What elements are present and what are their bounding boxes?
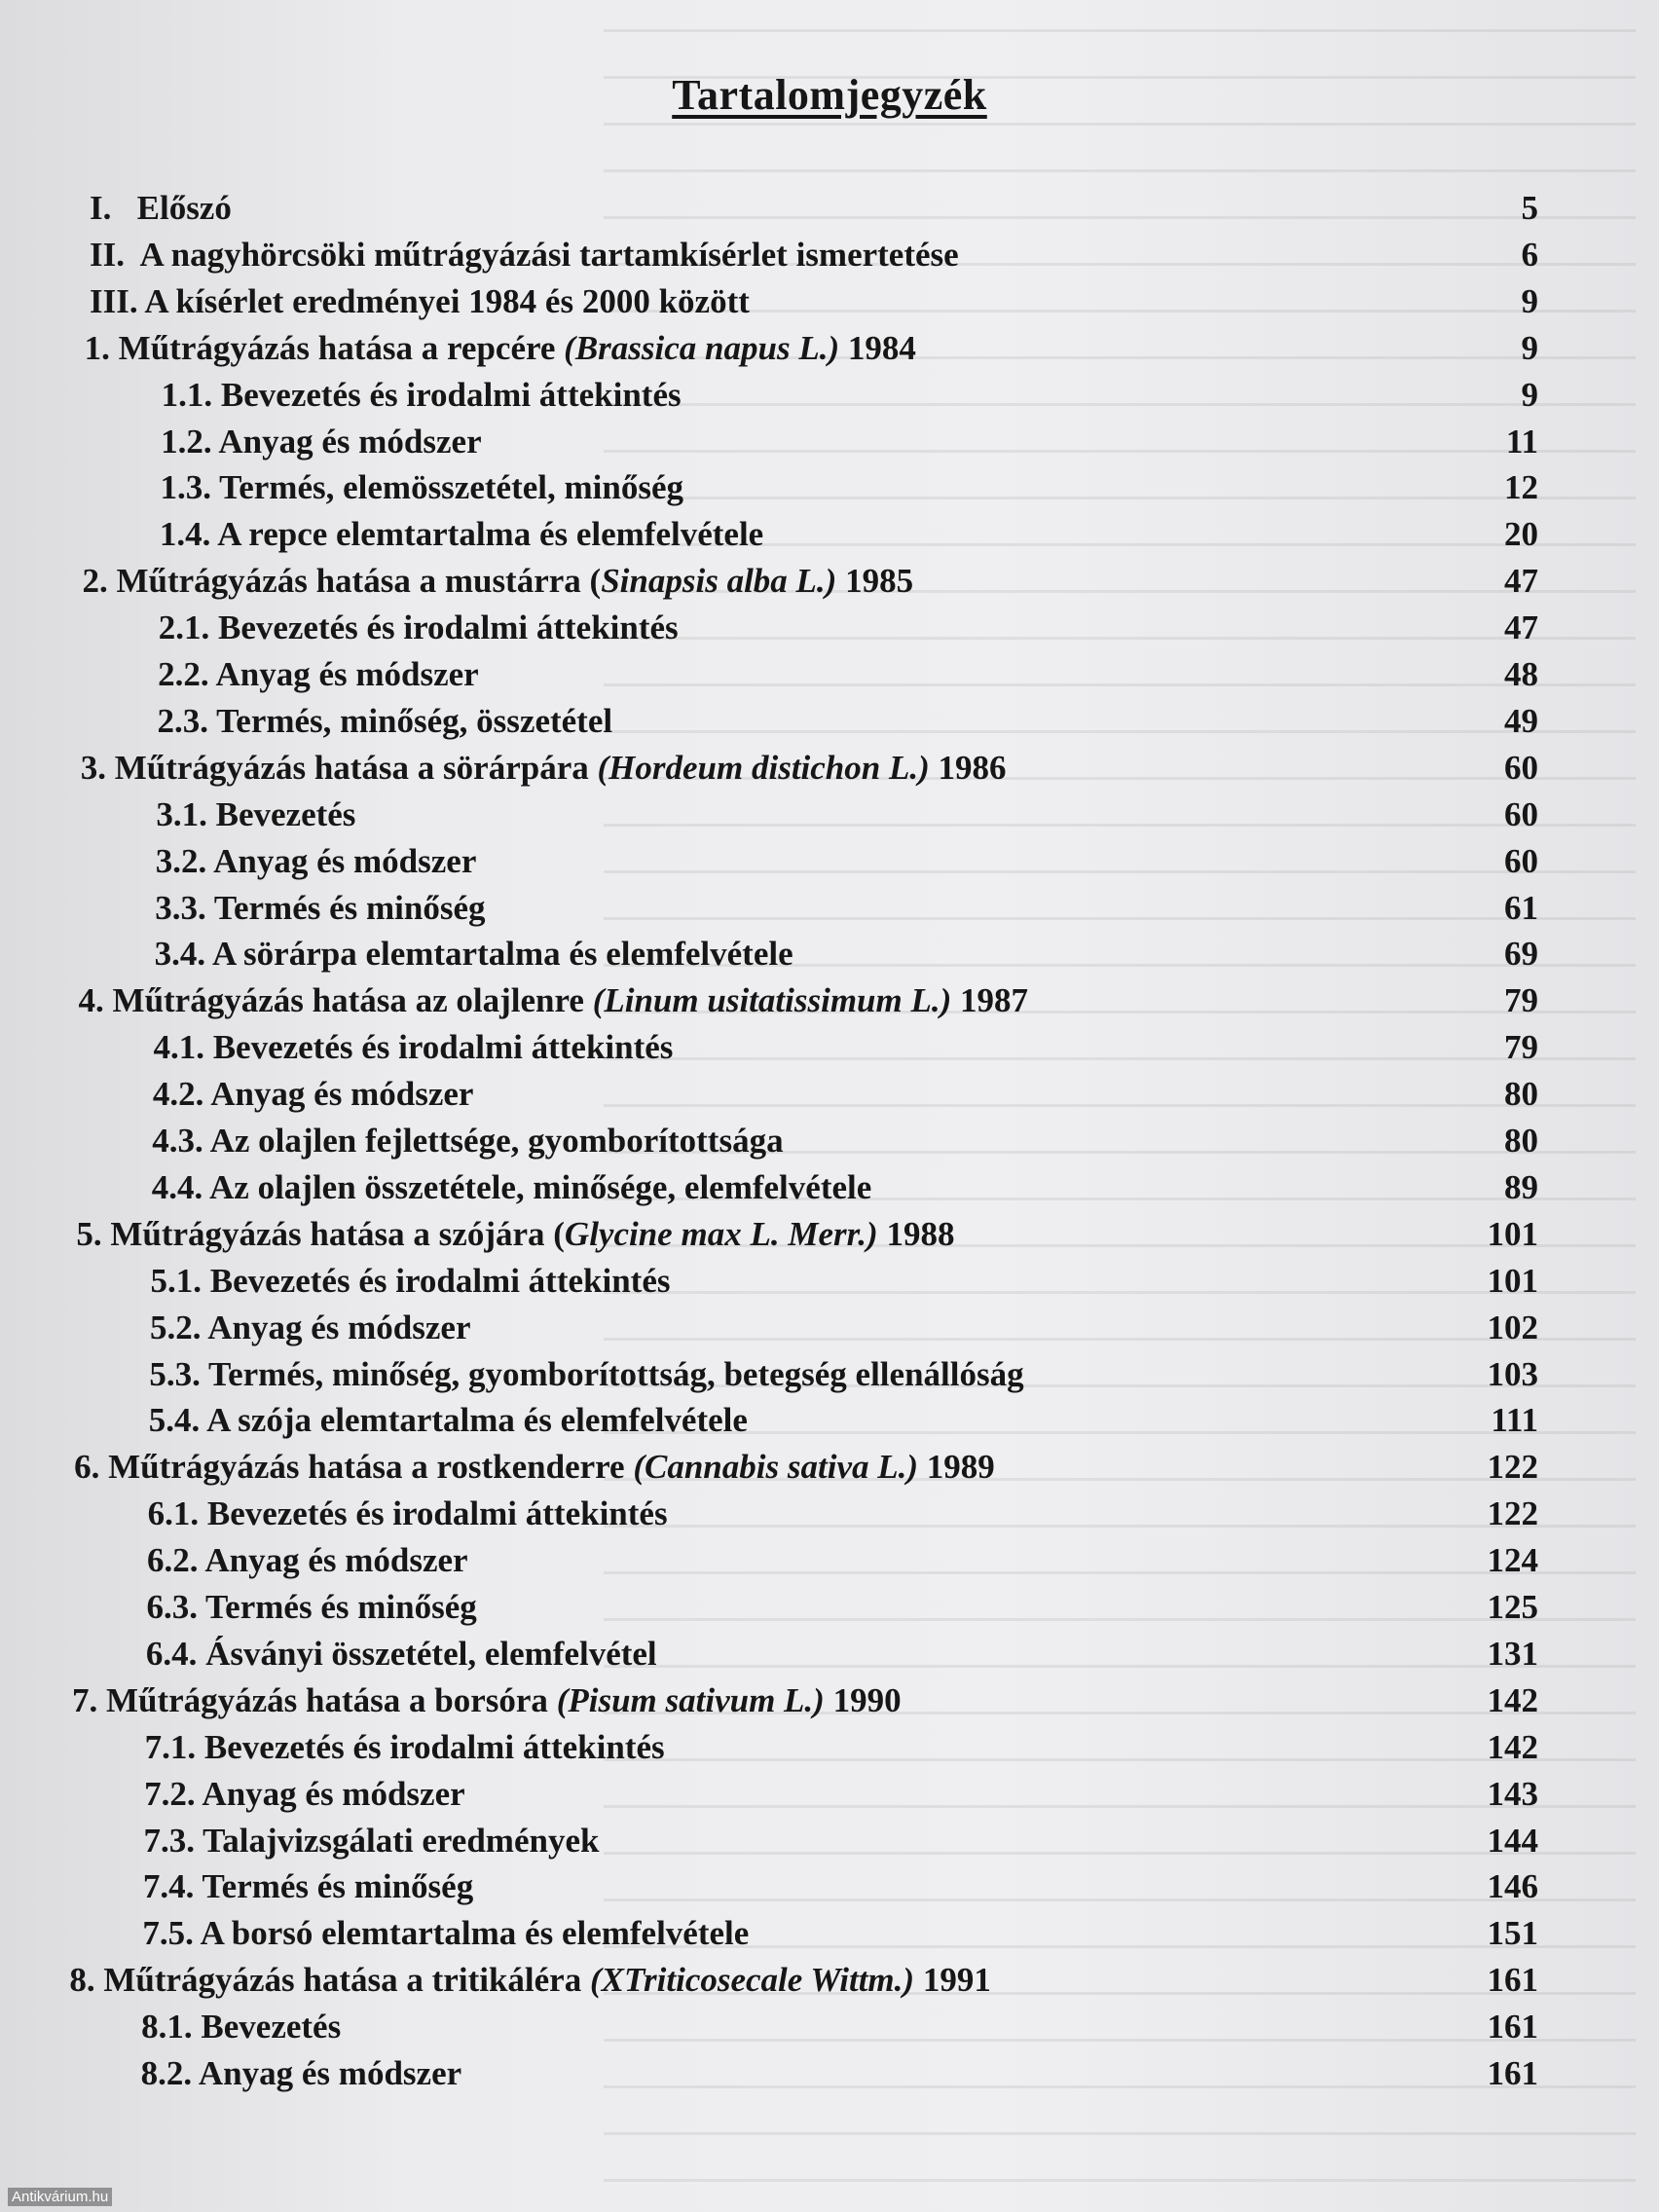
toc-entry-title (146, 1631, 657, 1677)
toc-entry-page: 161 (1487, 1961, 1538, 2000)
toc-entry-page: 89 (1504, 1167, 1538, 1206)
toc-entry-species: Sinapsis alba L.) (601, 562, 837, 601)
toc-entry-page: 122 (1487, 1494, 1538, 1533)
toc-entry-title (141, 2050, 462, 2097)
toc-entry-title (155, 931, 793, 977)
toc-entry-title (81, 745, 1007, 792)
toc-entry-text: 1989 (918, 1448, 995, 1487)
toc-entry-text: 1988 (877, 1214, 955, 1253)
toc-entry-page: 80 (1504, 1122, 1538, 1160)
toc-entry-page: 60 (1504, 841, 1538, 880)
toc-entry-page: 125 (1487, 1588, 1538, 1626)
toc-entry (0, 2050, 1659, 2097)
toc-entry (0, 1258, 1659, 1305)
toc-entry-text: 6.2. Anyag és módszer (147, 1541, 468, 1580)
toc-entry-title (155, 885, 485, 932)
toc-entry (0, 977, 1659, 1024)
toc-entry-text: 8.1. Bevezetés (141, 2008, 342, 2046)
toc-entry (0, 1118, 1659, 1164)
toc-entry-title (90, 185, 232, 232)
toc-entry-page: 111 (1491, 1401, 1538, 1440)
toc-entry-species: (Cannabis sativa L.) (633, 1448, 919, 1487)
toc-entry-species: (Hordeum distichon L.) (597, 748, 930, 787)
toc-entry (0, 1211, 1659, 1258)
toc-entry-page: 9 (1521, 281, 1538, 320)
toc-entry (0, 464, 1659, 511)
toc-entry (0, 1351, 1659, 1398)
toc-entry-title (74, 1444, 995, 1491)
toc-entry-page: 124 (1487, 1541, 1538, 1580)
toc-entry-text: 3.3. Termés és minőség (155, 888, 486, 927)
toc-entry-title (158, 698, 613, 745)
toc-entry-text: 7.5. A borsó elemtartalma és elemfelvétele (142, 1914, 750, 1953)
toc-entry (0, 1910, 1659, 1957)
toc-entry-text: 4.1. Bevezetés és irodalmi áttekintés (153, 1028, 674, 1067)
toc-entry-page: 122 (1487, 1448, 1538, 1487)
toc-entry-title (142, 1910, 749, 1957)
toc-entry-text: 4. Műtrágyázás hatása az olajlenre (78, 981, 593, 1020)
toc-entry-text: 8.2. Anyag és módszer (140, 2054, 462, 2092)
toc-entry-text: 1.2. Anyag és módszer (161, 422, 482, 461)
toc-entry-title (76, 1211, 954, 1258)
toc-entry-page: 47 (1504, 608, 1538, 647)
toc-entry (0, 1491, 1659, 1537)
toc-entry-title (82, 558, 913, 605)
toc-entry-page: 60 (1504, 748, 1538, 787)
toc-entry (0, 278, 1659, 325)
toc-entry-species: (Brassica napus L.) (564, 328, 840, 367)
toc-entry (0, 1584, 1659, 1631)
toc-entry-title (148, 1491, 668, 1537)
toc-entry-text: 1.3. Termés, elemösszetétel, minőség (160, 468, 683, 507)
toc-entry-text: 5. Műtrágyázás hatása a szójára ( (76, 1214, 565, 1253)
toc-entry (0, 745, 1659, 792)
toc-entry-species: (XTriticosecale Wittm.) (589, 1961, 915, 2000)
toc-entry (0, 185, 1659, 232)
toc-entry-text: 5.1. Bevezetés és irodalmi áttekintés (150, 1261, 671, 1300)
toc-entry (0, 372, 1659, 419)
toc-entry (0, 651, 1659, 698)
toc-entry-species: (Linum usitatissimum L.) (592, 981, 952, 1020)
toc-entry (0, 558, 1659, 605)
toc-entry (0, 232, 1659, 278)
toc-entry-text: 6.3. Termés és minőség (146, 1588, 477, 1626)
toc-entry-text: 8. Műtrágyázás hatása a tritikáléra (69, 1961, 590, 2000)
toc-entry-title (160, 464, 683, 511)
toc-entry-text: 7.1. Bevezetés és irodalmi áttekintés (144, 1727, 665, 1766)
toc-entry-title (158, 651, 479, 698)
toc-entry-title (149, 1397, 748, 1444)
toc-entry-species: (Pisum sativum L.) (556, 1680, 825, 1719)
toc-entry (0, 1397, 1659, 1444)
toc-entry (0, 885, 1659, 932)
toc-entry-page: 144 (1487, 1821, 1538, 1860)
toc-entry-page: 142 (1487, 1680, 1538, 1719)
toc-entry-title (150, 1305, 471, 1351)
toc-entry (0, 605, 1659, 651)
toc-entry (0, 1724, 1659, 1771)
toc-entry-page: 79 (1504, 981, 1538, 1020)
toc-entry (0, 2004, 1659, 2050)
toc-entry (0, 931, 1659, 977)
toc-entry-text: 1991 (914, 1961, 991, 2000)
toc-entry (0, 1305, 1659, 1351)
toc-entry-page: 79 (1504, 1028, 1538, 1067)
toc-entry-title (144, 1771, 465, 1818)
toc-entry-page: 102 (1487, 1308, 1538, 1346)
toc-entry-page: 48 (1504, 655, 1538, 693)
toc-entry-title (69, 1957, 991, 2004)
toc-entry (0, 419, 1659, 465)
toc-entry-text: 2.2. Anyag és módszer (158, 655, 479, 693)
toc-entry-page: 12 (1504, 468, 1538, 507)
toc-entry-text: 1990 (824, 1680, 902, 1719)
toc-entry-title (79, 977, 1028, 1024)
toc-entry-page: 103 (1487, 1354, 1538, 1393)
toc-entry-page: 143 (1487, 1774, 1538, 1813)
toc-entry-text: 3.2. Anyag és módszer (155, 841, 477, 880)
toc-entry (0, 1771, 1659, 1818)
toc-entry-text: 2.1. Bevezetés és irodalmi áttekintés (158, 608, 679, 647)
toc-entry-page: 80 (1504, 1075, 1538, 1114)
toc-entry-title (141, 2004, 341, 2050)
toc-entry-text: 2.3. Termés, minőség, összetétel (157, 701, 613, 740)
toc-entry-text: 6.1. Bevezetés és irodalmi áttekintés (147, 1494, 668, 1533)
toc-entry-title (144, 1818, 600, 1864)
toc-entry-title (159, 605, 679, 651)
toc-entry (0, 1071, 1659, 1118)
toc-entry-text: 1985 (836, 562, 914, 601)
toc-entry-page: 60 (1504, 794, 1538, 833)
toc-entry-page: 142 (1487, 1727, 1538, 1766)
toc-entry-page: 161 (1487, 2008, 1538, 2046)
toc-entry-page: 146 (1487, 1867, 1538, 1906)
toc-entry-text: 1.4. A repce elemtartalma és elemfelvétele (159, 515, 764, 554)
toc-entry-text: 1. Műtrágyázás hatása a repcére (84, 328, 565, 367)
toc-entry-title (161, 419, 482, 465)
toc-entry-text: 6.4. Ásványi összetétel, elemfelvétel (145, 1634, 657, 1673)
toc-entry-title (152, 1118, 783, 1164)
toc-entry (0, 1818, 1659, 1864)
toc-entry-page: 161 (1487, 2054, 1538, 2092)
toc-entry (0, 1537, 1659, 1584)
toc-entry-title (153, 1024, 673, 1071)
toc-entry-title (90, 278, 750, 325)
toc-entry-text: 1986 (929, 748, 1007, 787)
toc-entry-title (151, 1258, 671, 1305)
toc-entry-page: 49 (1504, 701, 1538, 740)
toc-entry-text: 7.2. Anyag és módszer (144, 1774, 465, 1813)
toc-entry (0, 1957, 1659, 2004)
toc-entry-text: 3.1. Bevezetés (156, 794, 356, 833)
toc-entry-page: 101 (1487, 1261, 1538, 1300)
toc-entry-title (145, 1724, 665, 1771)
page-title: Tartalomjegyzék (672, 71, 987, 119)
toc-entry-text: I. Előszó (90, 189, 232, 227)
toc-entry-species: Glycine max L. Merr.) (564, 1214, 878, 1253)
toc-entry-text: 3.4. A sörárpa elemtartalma és elemfelvétele (154, 935, 793, 974)
toc-entry-text: II. A nagyhörcsöki műtrágyázási tartamkísérlet ismertetése (90, 235, 959, 274)
toc-entry (0, 1863, 1659, 1910)
toc-entry-text: 7.3. Talajvizsgálati eredmények (143, 1821, 600, 1860)
toc-entry-title (160, 511, 763, 558)
toc-entry-text: 5.2. Anyag és módszer (149, 1308, 471, 1346)
toc-entry (0, 1631, 1659, 1677)
toc-entry (0, 1444, 1659, 1491)
toc-entry-title (152, 1164, 872, 1211)
toc-entry-text: III. A kísérlet eredményei 1984 és 2000 között (90, 281, 750, 320)
toc-entry-text: 7.4. Termés és minőség (142, 1867, 474, 1906)
toc-entry-text: 5.3. Termés, minőség, gyomborítottság, betegség ellenállóság (149, 1354, 1024, 1393)
toc-entry (0, 511, 1659, 558)
toc-entry (0, 792, 1659, 838)
toc-entry-text: 4.4. Az olajlen összetétele, minősége, elemfelvétele (151, 1167, 872, 1206)
toc-entry-text: 1.1. Bevezetés és irodalmi áttekintés (161, 375, 682, 414)
toc-entry-text: 4.2. Anyag és módszer (152, 1075, 474, 1114)
toc-entry-page: 20 (1504, 515, 1538, 554)
toc-entry-title (153, 1071, 474, 1118)
toc-entry-text: 5.4. A szója elemtartalma és elemfelvétele (148, 1401, 748, 1440)
toc-entry-text: 1987 (951, 981, 1029, 1020)
toc-entry-page: 6 (1521, 235, 1538, 274)
toc-entry-text: 3. Műtrágyázás hatása a sörárpára (80, 748, 598, 787)
toc-entry-page: 11 (1505, 422, 1538, 461)
toc-entry (0, 325, 1659, 372)
toc-entry-page: 151 (1487, 1914, 1538, 1953)
toc-entry-page: 131 (1487, 1634, 1538, 1673)
toc-entry (0, 1024, 1659, 1071)
toc-entry-title (146, 1584, 476, 1631)
toc-entry (0, 1164, 1659, 1211)
watermark: Antikvárium.hu (8, 2188, 112, 2206)
toc-entry (0, 838, 1659, 885)
toc-entry-title (147, 1537, 468, 1584)
toc-entry-page: 47 (1504, 562, 1538, 601)
toc-entry-title (72, 1677, 902, 1724)
toc-entry (0, 698, 1659, 745)
toc-entry-title (156, 838, 477, 885)
toc-entry (0, 1677, 1659, 1724)
toc-entry-text: 6. Műtrágyázás hatása a rostkenderre (74, 1448, 634, 1487)
toc-entry-title (162, 372, 682, 419)
toc-entry-title (85, 325, 916, 372)
toc-entry-text: 7. Műtrágyázás hatása a borsóra (71, 1680, 557, 1719)
toc-entry-page: 9 (1521, 328, 1538, 367)
toc-entry-page: 5 (1521, 189, 1538, 227)
toc-entry-text: 1984 (839, 328, 916, 367)
toc-entry-title (143, 1863, 473, 1910)
toc-entry-page: 69 (1504, 935, 1538, 974)
toc-entry-title (149, 1351, 1023, 1398)
toc-entry-page: 61 (1504, 888, 1538, 927)
toc-entry-title (156, 792, 355, 838)
toc-entry-page: 101 (1487, 1214, 1538, 1253)
toc-entry-page: 9 (1521, 375, 1538, 414)
toc-entry-text: 4.3. Az olajlen fejlettsége, gyomborítottsága (152, 1122, 784, 1160)
toc-entry-title (90, 232, 959, 278)
toc-entry-text: 2. Műtrágyázás hatása a mustárra ( (82, 562, 602, 601)
